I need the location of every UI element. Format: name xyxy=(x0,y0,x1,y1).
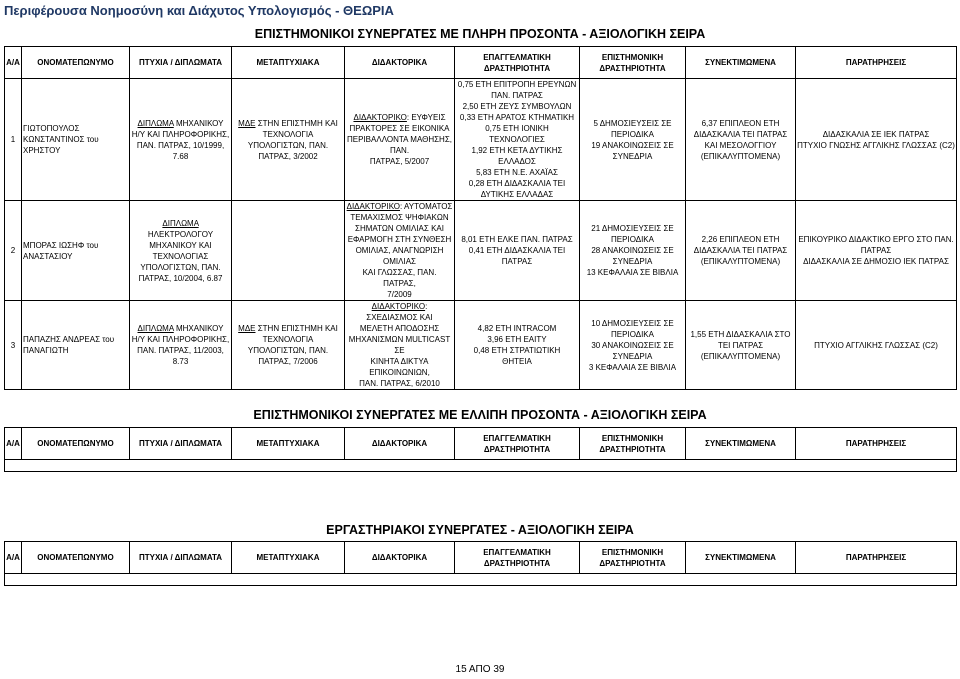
cell-degrees-line xyxy=(131,218,230,240)
table-header-row xyxy=(5,542,957,574)
cell-remarks-line: ΠΤΥΧΙΟ ΑΓΓΛΙΚΗΣ ΓΛΩΣΣΑΣ (C2) xyxy=(814,340,938,350)
cell-masters-line: ΥΠΟΛΟΓΙΣΤΩΝ, ΠΑΝ. xyxy=(247,346,329,355)
cell-assessed-line: (ΕΠΙΚΑΛΥΠΤΟΜΕΝΑ) xyxy=(700,351,781,361)
table-lab-collaborators xyxy=(4,541,957,586)
table-row xyxy=(5,301,957,390)
cell-assessed-line: 2,26 ΕΠΙΠΛΕΟΝ ΕΤΗ xyxy=(701,235,780,244)
cell-professional xyxy=(455,201,580,301)
cell-remarks-line: ΔΙΔΑΣΚΑΛΙΑ ΣΕ ΙΕΚ ΠΑΤΡΑΣ xyxy=(822,129,930,139)
cell-masters-line: ΠΑΤΡΑΣ, 3/2002 xyxy=(258,151,318,161)
cell-degrees-line: ΤΕΧΝΟΛΟΓΙΑΣ xyxy=(152,251,209,261)
col-header-professional: ΕΠΑΓΓΕΛΜΑΤΙΚΗ ΔΡΑΣΤΗΡΙΟΤΗΤΑ xyxy=(455,542,580,574)
cell-masters-prefix: ΜΔΕ xyxy=(238,118,256,128)
col-header-remarks: ΠΑΡΑΤΗΡΗΣΕΙΣ xyxy=(796,542,957,574)
cell-professional-line: ΠΑΝ. ΠΑΤΡΑΣ xyxy=(491,91,543,100)
empty-row xyxy=(5,460,957,472)
col-header-professional: ΕΠΑΓΓΕΛΜΑΤΙΚΗ ΔΡΑΣΤΗΡΙΟΤΗΤΑ xyxy=(455,428,580,460)
cell-masters-line xyxy=(233,323,343,334)
cell-degrees-text: ΜΗΧΑΝΙΚΟΥ xyxy=(173,118,224,128)
cell-masters xyxy=(232,79,345,201)
cell-phd-line: ΜΕΛΕΤΗ ΑΠΟΔΟΣΗΣ xyxy=(359,324,440,333)
col-header-name: ΟΝΟΜΑΤΕΠΩΝΥΜΟ xyxy=(22,542,130,574)
col-header-phd: ΔΙΔΑΚΤΟΡΙΚΑ xyxy=(345,542,455,574)
cell-phd-prefix: ΔΙΔΑΚΤΟΡΙΚΟ xyxy=(353,113,407,122)
cell-assessed xyxy=(686,301,796,390)
cell-name xyxy=(22,79,130,201)
cell-professional-line: 3,96 ΕΤΗ ΕΑΙΤΥ xyxy=(487,335,547,344)
cell-scientific-line: ΣΥΝΕΔΡΙΑ xyxy=(612,257,653,266)
cell-masters-text: ΣΤΗΝ ΕΠΙΣΤΗΜΗ ΚΑΙ xyxy=(255,118,338,128)
cell-degrees-text: ΗΛΕΚΤΡΟΛΟΓΟΥ xyxy=(147,229,214,239)
cell-phd-line: ΣΗΜΑΤΩΝ ΟΜΙΛΙΑΣ ΚΑΙ xyxy=(355,224,444,233)
col-header-name: ΟΝΟΜΑΤΕΠΩΝΥΜΟ xyxy=(22,428,130,460)
cell-professional xyxy=(455,79,580,201)
cell-degrees xyxy=(130,301,232,390)
cell-phd-text: : ΑΥΤΟΜΑΤΟΣ xyxy=(400,202,453,211)
cell-degrees-prefix: ΔΙΠΛΩΜΑ xyxy=(137,118,174,128)
cell-phd xyxy=(345,301,455,390)
cell-name xyxy=(22,301,130,390)
cell-professional-line: ΠΑΤΡΑΣ xyxy=(501,257,533,266)
cell-professional-line: 0,48 ΕΤΗ ΣΤΡΑΤΙΩΤΙΚΗ xyxy=(473,346,561,355)
table-incomplete-qualifications xyxy=(4,427,957,472)
col-header-remarks: ΠΑΡΑΤΗΡΗΣΕΙΣ xyxy=(796,47,957,79)
cell-scientific-line: ΠΕΡΙΟΔΙΚΑ xyxy=(611,129,654,139)
cell-scientific-line: 28 ΑΝΑΚΟΙΝΩΣΕΙΣ ΣΕ xyxy=(591,246,674,255)
section-title-incomplete-qualifications: ΕΠΙΣΤΗΜΟΝΙΚΟΙ ΣΥΝΕΡΓΑΤΕΣ ΜΕ ΕΛΛΙΠΗ ΠΡΟΣΟΝΤΑ - ΑΞΙΟΛΟΓΙΚΗ ΣΕΙΡΑ xyxy=(253,408,707,422)
col-header-aa: Α/Α xyxy=(5,542,22,574)
cell-professional-line: 0,33 ΕΤΗ ΑΡΑΤΟΣ ΚΤΗΜΑΤΙΚΗ xyxy=(459,113,575,122)
cell-scientific-line: 19 ΑΝΑΚΟΙΝΩΣΕΙΣ ΣΕ xyxy=(591,140,674,150)
col-header-name: ΟΝΟΜΑΤΕΠΩΝΥΜΟ xyxy=(22,47,130,79)
cell-phd-line: ΠΑΝ. ΠΑΤΡΑΣ, 6/2010 xyxy=(359,379,440,388)
cell-assessed-line: 1,55 ΕΤΗ ΔΙΔΑΣΚΑΛΙΑ ΣΤΟ xyxy=(690,329,791,339)
cell-phd-line: ΕΦΑΡΜΟΓΗ ΣΤΗ ΣΥΝΘΕΣΗ xyxy=(347,235,452,244)
col-header-masters: ΜΕΤΑΠΤΥΧΙΑΚΑ xyxy=(232,428,345,460)
cell-degrees xyxy=(130,79,232,201)
table-row xyxy=(5,79,957,201)
cell-aa: 1 xyxy=(5,79,22,201)
col-header-assessed: ΣΥΝΕΚΤΙΜΩΜΕΝΑ xyxy=(686,542,796,574)
cell-assessed-line: (ΕΠΙΚΑΛΥΠΤΟΜΕΝΑ) xyxy=(700,257,781,266)
cell-scientific-line: 10 ΔΗΜΟΣΙΕΥΣΕΙΣ ΣΕ xyxy=(591,318,674,328)
cell-masters-text: ΣΤΗΝ ΕΠΙΣΤΗΜΗ ΚΑΙ xyxy=(255,324,338,333)
cell-phd xyxy=(345,79,455,201)
cell-phd-text: : ΕΥΦΥΕΙΣ xyxy=(406,113,446,122)
cell-scientific-line: 3 ΚΕΦΑΛΑΙΑ ΣΕ ΒΙΒΛΙΑ xyxy=(588,362,677,372)
cell-professional-line: 4,82 ΕΤΗ INTRACOM xyxy=(477,324,557,333)
col-header-assessed: ΣΥΝΕΚΤΙΜΩΜΕΝΑ xyxy=(686,428,796,460)
cell-masters-line: ΥΠΟΛΟΓΙΣΤΩΝ, ΠΑΝ. xyxy=(247,140,329,150)
page-number: 15 ΑΠΟ 39 xyxy=(455,664,505,675)
cell-phd-line xyxy=(346,301,453,323)
cell-degrees-line: Η/Υ ΚΑΙ ΠΛΗΡΟΦΟΡΙΚΗΣ, xyxy=(131,129,230,139)
cell-masters-prefix: ΜΔΕ xyxy=(238,324,256,333)
col-header-remarks: ΠΑΡΑΤΗΡΗΣΕΙΣ xyxy=(796,428,957,460)
cell-scientific xyxy=(580,201,686,301)
cell-professional-line: 5,83 ΕΤΗ Ν.Ε. ΑΧΑΪΑΣ xyxy=(476,168,558,177)
col-header-aa: Α/Α xyxy=(5,428,22,460)
cell-aa: 3 xyxy=(5,301,22,390)
cell-name-line: ΑΝΑΣΤΑΣΙΟΥ xyxy=(23,251,73,261)
cell-degrees-line: ΥΠΟΛΟΓΙΣΤΩΝ, ΠΑΝ. xyxy=(140,262,221,272)
cell-remarks xyxy=(796,201,957,301)
col-header-scientific: ΕΠΙΣΤΗΜΟΝΙΚΗ ΔΡΑΣΤΗΡΙΟΤΗΤΑ xyxy=(580,542,686,574)
cell-professional-line: ΕΛΛΑΔΟΣ xyxy=(498,157,536,166)
cell-name-line: ΠΑΝΑΓΙΩΤΗ xyxy=(23,346,69,355)
cell-assessed-line: ΔΙΔΑΣΚΑΛΙΑ ΤΕΙ ΠΑΤΡΑΣ xyxy=(693,246,788,255)
cell-remarks-line: ΕΠΙΚΟΥΡΙΚΟ ΔΙΔΑΚΤΙΚΟ ΕΡΓΟ ΣΤΟ ΠΑΝ. ΠΑΤΡΑΣ xyxy=(798,235,954,255)
col-header-professional: ΕΠΑΓΓΕΛΜΑΤΙΚΗ ΔΡΑΣΤΗΡΙΟΤΗΤΑ xyxy=(455,47,580,79)
cell-name-line: ΠΑΠΑΖΗΣ ΑΝΔΡΕΑΣ του xyxy=(23,335,115,344)
cell-name xyxy=(22,201,130,301)
cell-scientific-line: 13 ΚΕΦΑΛΑΙΑ ΣΕ ΒΙΒΛΙΑ xyxy=(586,268,679,277)
cell-degrees-text: ΜΗΧΑΝΙΚΟΥ xyxy=(173,324,224,333)
cell-professional-line: 0,28 ΕΤΗ ΔΙΔΑΣΚΑΛΙΑ ΤΕΙ xyxy=(468,179,566,188)
col-header-scientific: ΕΠΙΣΤΗΜΟΝΙΚΗ ΔΡΑΣΤΗΡΙΟΤΗΤΑ xyxy=(580,428,686,460)
cell-degrees xyxy=(130,201,232,301)
cell-masters-line: ΠΑΤΡΑΣ, 7/2006 xyxy=(258,357,318,366)
cell-professional-line: 8,01 ΕΤΗ ΕΛΚΕ ΠΑΝ. ΠΑΤΡΑΣ xyxy=(461,235,573,244)
cell-remarks xyxy=(796,301,957,390)
cell-professional-line: 0,41 ΕΤΗ ΔΙΔΑΣΚΑΛΙΑ ΤΕΙ xyxy=(468,246,566,255)
table-full-qualifications xyxy=(4,46,957,390)
cell-masters-line: ΤΕΧΝΟΛΟΓΙΑ xyxy=(262,129,314,139)
cell-name-line: ΚΩΝΣΤΑΝΤΙΝΟΣ του xyxy=(23,135,99,144)
cell-degrees-prefix: ΔΙΠΛΩΜΑ xyxy=(137,324,174,333)
cell-phd-line: ΚΙΝΗΤΑ ΔΙΚΤΥΑ ΕΠΙΚΟΙΝΩΝΙΩΝ, xyxy=(369,357,430,377)
cell-name-line: ΓΙΩΤΟΠΟΥΛΟΣ xyxy=(23,124,80,133)
cell-degrees-line: Η/Υ ΚΑΙ ΠΛΗΡΟΦΟΡΙΚΗΣ, xyxy=(131,335,230,344)
cell-degrees-line: ΠΑΤΡΑΣ, 10/2004, 6.87 xyxy=(138,273,223,283)
table-header-row xyxy=(5,47,957,79)
cell-phd-text: : ΣΧΕΔΙΑΣΜΟΣ ΚΑΙ xyxy=(366,302,433,322)
empty-row xyxy=(5,574,957,586)
cell-phd-line: 7/2009 xyxy=(387,290,412,299)
cell-phd-line xyxy=(346,201,453,212)
col-header-assessed: ΣΥΝΕΚΤΙΜΩΜΕΝΑ xyxy=(686,47,796,79)
col-header-masters: ΜΕΤΑΠΤΥΧΙΑΚΑ xyxy=(232,542,345,574)
cell-degrees-line: ΠΑΝ. ΠΑΤΡΑΣ, 10/1999, xyxy=(136,140,225,150)
cell-scientific-line: 21 ΔΗΜΟΣΙΕΥΣΕΙΣ ΣΕ xyxy=(591,224,674,233)
cell-professional-line: ΔΥΤΙΚΗΣ ΕΛΛΑΔΑΣ xyxy=(480,190,554,199)
cell-professional-line: 1,92 ΕΤΗ ΚΕΤΑ ΔΥΤΙΚΗΣ xyxy=(471,146,563,155)
cell-professional xyxy=(455,301,580,390)
cell-degrees-prefix: ΔΙΠΛΩΜΑ xyxy=(162,218,199,228)
cell-assessed-line: ΔΙΔΑΣΚΑΛΙΑ ΤΕΙ ΠΑΤΡΑΣ xyxy=(693,129,788,139)
cell-assessed-line: (ΕΠΙΚΑΛΥΠΤΟΜΕΝΑ) xyxy=(700,151,781,161)
col-header-aa: Α/Α xyxy=(5,47,22,79)
cell-phd-line: ΠΕΡΙΒΑΛΛΟΝΤΑ ΜΑΘΗΣΗΣ, ΠΑΝ. xyxy=(347,135,452,155)
cell-scientific-line: 5 ΔΗΜΟΣΙΕΥΣΕΙΣ ΣΕ xyxy=(593,118,672,128)
cell-aa: 2 xyxy=(5,201,22,301)
cell-professional-line: 0,75 ΕΤΗ ΙΟΝΙΚΗ xyxy=(485,124,549,133)
table-row xyxy=(5,201,957,301)
cell-name-line: ΜΠΟΡΑΣ ΙΩΣΗΦ του xyxy=(23,240,99,250)
cell-masters-line: ΤΕΧΝΟΛΟΓΙΑ xyxy=(262,335,314,344)
cell-professional-line: 2,50 ΕΤΗ ΖΕΥΣ ΣΥΜΒΟΥΛΩΝ xyxy=(462,102,572,111)
cell-phd-line: ΠΑΤΡΑΣ, 5/2007 xyxy=(369,157,430,166)
table-header-row xyxy=(5,428,957,460)
cell-scientific-line: 30 ΑΝΑΚΟΙΝΩΣΕΙΣ ΣΕ xyxy=(591,340,674,350)
section-title-full-qualifications: ΕΠΙΣΤΗΜΟΝΙΚΟΙ ΣΥΝΕΡΓΑΤΕΣ ΜΕ ΠΛΗΡΗ ΠΡΟΣΟΝΤΑ - ΑΞΙΟΛΟΓΙΚΗ ΣΕΙΡΑ xyxy=(254,27,706,41)
col-header-degrees: ΠΤΥΧΙΑ / ΔΙΠΛΩΜΑΤΑ xyxy=(130,428,232,460)
cell-phd-line: ΠΡΑΚΤΟΡΕΣ ΣΕ ΕΙΚΟΝΙΚΑ xyxy=(349,124,450,133)
section-title-lab-collaborators: ΕΡΓΑΣΤΗΡΙΑΚΟΙ ΣΥΝΕΡΓΑΤΕΣ - ΑΞΙΟΛΟΓΙΚΗ ΣΕΙΡΑ xyxy=(326,523,634,537)
cell-professional-line: ΘΗΤΕΙΑ xyxy=(502,357,532,366)
cell-degrees-line: 8.73 xyxy=(172,357,189,366)
cell-phd-line: ΚΑΙ ΓΛΩΣΣΑΣ, ΠΑΝ. ΠΑΤΡΑΣ, xyxy=(362,268,437,288)
cell-scientific xyxy=(580,301,686,390)
cell-assessed-line: ΤΕΙ ΠΑΤΡΑΣ xyxy=(717,340,764,350)
col-header-phd: ΔΙΔΑΚΤΟΡΙΚΑ xyxy=(345,428,455,460)
cell-phd xyxy=(345,201,455,301)
cell-professional-line: 0,75 ΕΤΗ ΕΠΙΤΡΟΠΗ ΕΡΕΥΝΩΝ xyxy=(457,80,577,89)
col-header-degrees: ΠΤΥΧΙΑ / ΔΙΠΛΩΜΑΤΑ xyxy=(130,47,232,79)
cell-assessed xyxy=(686,79,796,201)
cell-phd-line: ΤΕΜΑΧΙΣΜΟΣ ΨΗΦΙΑΚΩΝ xyxy=(350,213,449,222)
cell-assessed-line: ΚΑΙ ΜΕΣΟΛΟΓΓΙΟΥ xyxy=(704,140,777,150)
cell-remarks-line: ΠΤΥΧΙΟ ΓΝΩΣΗΣ ΑΓΓΛΙΚΗΣ ΓΛΩΣΣΑΣ (C2) xyxy=(797,140,955,150)
cell-degrees-line: ΠΑΝ. ΠΑΤΡΑΣ, 11/2003, xyxy=(137,346,224,355)
cell-scientific xyxy=(580,79,686,201)
cell-degrees-line: ΜΗΧΑΝΙΚΟΥ ΚΑΙ xyxy=(149,240,212,250)
col-header-masters: ΜΕΤΑΠΤΥΧΙΑΚΑ xyxy=(232,47,345,79)
cell-degrees-line xyxy=(131,118,230,129)
cell-remarks-line: ΔΙΔΑΣΚΑΛΙΑ ΣΕ ΔΗΜΟΣΙΟ ΙΕΚ ΠΑΤΡΑΣ xyxy=(803,257,949,266)
col-header-phd: ΔΙΔΑΚΤΟΡΙΚΑ xyxy=(345,47,455,79)
col-header-degrees: ΠΤΥΧΙΑ / ΔΙΠΛΩΜΑΤΑ xyxy=(130,542,232,574)
cell-scientific-line: ΣΥΝΕΔΡΙΑ xyxy=(612,351,653,361)
cell-degrees-line xyxy=(131,323,230,334)
cell-degrees-line: 7.68 xyxy=(172,151,189,161)
cell-phd-line: ΜΗΧΑΝΙΣΜΩΝ MULTICAST ΣΕ xyxy=(348,335,451,355)
cell-masters xyxy=(232,201,345,301)
cell-scientific-line: ΠΕΡΙΟΔΙΚΑ xyxy=(611,235,654,244)
cell-professional-line: ΤΕΧΝΟΛΟΓΙΕΣ xyxy=(489,135,545,144)
cell-name-line: ΧΡΗΣΤΟΥ xyxy=(23,146,61,155)
cell-scientific-line: ΣΥΝΕΔΡΙΑ xyxy=(612,151,653,161)
cell-remarks xyxy=(796,79,957,201)
cell-phd-line: ΟΜΙΛΙΑΣ, ΑΝΑΓΝΩΡΙΣΗ ΟΜΙΛΙΑΣ xyxy=(355,246,444,266)
cell-masters xyxy=(232,301,345,390)
col-header-scientific: ΕΠΙΣΤΗΜΟΝΙΚΗ ΔΡΑΣΤΗΡΙΟΤΗΤΑ xyxy=(580,47,686,79)
cell-assessed-line: 6,37 ΕΠΙΠΛΕΟΝ ΕΤΗ xyxy=(701,118,780,128)
cell-phd-prefix: ΔΙΔΑΚΤΟΡΙΚΟ xyxy=(371,302,426,311)
cell-masters-line xyxy=(233,118,343,129)
cell-phd-prefix: ΔΙΔΑΚΤΟΡΙΚΟ xyxy=(346,202,401,211)
page-title: Περιφέρουσα Νοημοσύνη και Διάχυτος Υπολογισμός - ΘΕΩΡΙΑ xyxy=(4,3,394,18)
cell-scientific-line: ΠΕΡΙΟΔΙΚΑ xyxy=(611,329,654,339)
cell-assessed xyxy=(686,201,796,301)
cell-phd-line xyxy=(346,112,453,123)
